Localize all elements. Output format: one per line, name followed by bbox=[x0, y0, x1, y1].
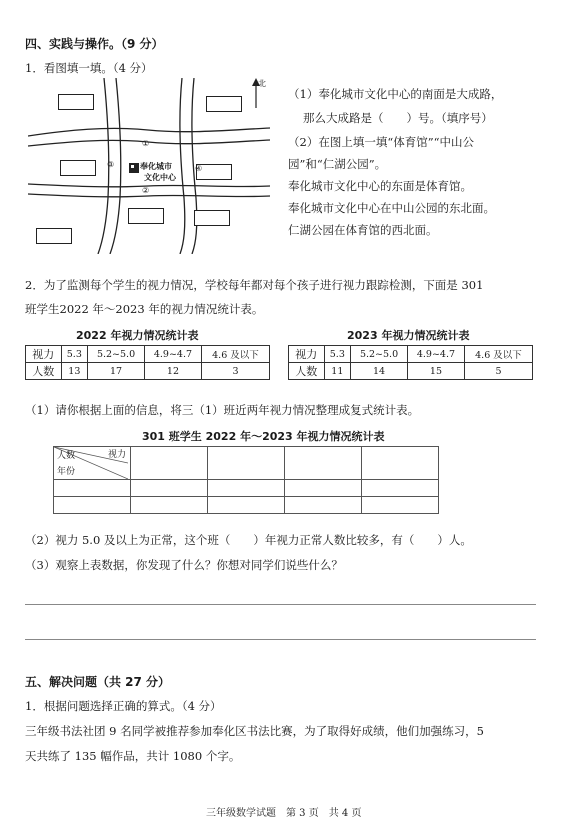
table-2023-col-4: 4.6 及以下 bbox=[464, 346, 532, 363]
compound-row2-cell-2[interactable] bbox=[208, 497, 285, 514]
table-2022-val-4: 3 bbox=[201, 363, 269, 380]
table-2022-title: 2022 年视力情况统计表 bbox=[76, 329, 199, 342]
table-2023-val-3: 15 bbox=[408, 363, 465, 380]
section5-q1-text-2: 天共练了 135 幅作品，共计 1080 个字。 bbox=[25, 749, 241, 763]
table-2023 bbox=[288, 345, 533, 380]
table-2023-val-2: 14 bbox=[351, 363, 408, 380]
q2-intro-1: 2．为了监测每个学生的视力情况，学校每年都对每个孩子进行视力跟踪检测，下面是 301 bbox=[25, 278, 484, 292]
map-box-7[interactable] bbox=[36, 228, 72, 244]
road-1-label: ① bbox=[142, 139, 150, 148]
table-2022-header-label: 视力 bbox=[26, 346, 62, 363]
map-box-6[interactable] bbox=[194, 210, 230, 226]
q2-intro-2: 班学生2022 年～2023 年的视力情况统计表。 bbox=[25, 302, 264, 316]
q1-line-4: 园”和“仁湖公园”。 bbox=[288, 157, 387, 171]
table-2022-col-2: 5.2~5.0 bbox=[88, 346, 145, 363]
compound-row1-cell-4[interactable] bbox=[362, 480, 439, 497]
diag-top-right: 视力 bbox=[107, 450, 126, 460]
section4-heading: 四、实践与操作。（9 分） bbox=[25, 37, 164, 51]
compound-row1-year[interactable] bbox=[54, 480, 131, 497]
table-2022-val-1: 13 bbox=[61, 363, 88, 380]
q2-sub1: （1）请你根据上面的信息，将三（1）班近两年视力情况整理成复式统计表。 bbox=[25, 403, 420, 417]
compound-row2-cell-3[interactable] bbox=[285, 497, 362, 514]
section5-q1-text-1: 三年级书法社团 9 名同学被推荐参加奉化区书法比赛，为了取得好成绩，他们加强练习，5 bbox=[25, 724, 484, 738]
map-box-2[interactable] bbox=[206, 96, 242, 112]
road-4-label: ④ bbox=[195, 164, 203, 173]
table-2022-col-4: 4.6 及以下 bbox=[201, 346, 269, 363]
q2-sub3: （3）观察上表数据，你发现了什么？你想对同学们说些什么？ bbox=[25, 558, 343, 572]
table-2023-val-1: 11 bbox=[324, 363, 351, 380]
answer-line-1[interactable] bbox=[25, 604, 536, 605]
map-box-3[interactable] bbox=[60, 160, 96, 176]
map-box-5[interactable] bbox=[128, 208, 164, 224]
compound-head-cell-2[interactable] bbox=[208, 447, 285, 480]
diag-bottom: 年份 bbox=[57, 467, 76, 477]
compound-row2-year[interactable] bbox=[54, 497, 131, 514]
table-2023-col-1: 5.3 bbox=[324, 346, 351, 363]
q1-line-5: 奉化城市文化中心的东面是体育馆。 bbox=[288, 179, 472, 193]
q1-line-3: （2）在图上填一填“体育馆”“中山公 bbox=[288, 135, 474, 149]
compound-row2-cell-1[interactable] bbox=[131, 497, 208, 514]
table-2023-val-4: 5 bbox=[464, 363, 532, 380]
table-2022-val-2: 17 bbox=[88, 363, 145, 380]
page-footer: 三年级数学试题 第 3 页 共 4 页 bbox=[206, 808, 362, 819]
table-2022-val-3: 12 bbox=[145, 363, 202, 380]
north-label: 北 bbox=[258, 79, 266, 88]
q1-line-7: 仁湖公园在体育馆的西北面。 bbox=[288, 223, 438, 237]
compound-table bbox=[53, 446, 439, 514]
table-2023-header-label: 视力 bbox=[289, 346, 325, 363]
center-label-2: 文化中心 bbox=[144, 173, 176, 182]
road-3-label: ③ bbox=[107, 160, 115, 169]
diag-top-left: 人数 bbox=[57, 451, 76, 461]
compound-row1-cell-2[interactable] bbox=[208, 480, 285, 497]
q1-line-2: 那么大成路是（ ）号。（填序号） bbox=[303, 111, 493, 125]
compound-row1-cell-1[interactable] bbox=[131, 480, 208, 497]
road-2-label: ② bbox=[142, 186, 150, 195]
table-2023-title: 2023 年视力情况统计表 bbox=[347, 329, 470, 342]
compound-head-cell-3[interactable] bbox=[285, 447, 362, 480]
q1-title: 1．看图填一填。（4 分） bbox=[25, 61, 153, 75]
map-figure bbox=[28, 78, 270, 254]
compound-diag-cell bbox=[54, 447, 131, 480]
table-2022 bbox=[25, 345, 270, 380]
q2-sub2: （2）视力 5.0 及以上为正常，这个班（ ）年视力正常人数比较多，有（ ）人。 bbox=[25, 533, 472, 547]
q1-line-6: 奉化城市文化中心在中山公园的东北面。 bbox=[288, 201, 495, 215]
compound-table-title: 301 班学生 2022 年～2023 年视力情况统计表 bbox=[142, 430, 385, 443]
compound-head-cell-4[interactable] bbox=[362, 447, 439, 480]
table-2023-col-2: 5.2~5.0 bbox=[351, 346, 408, 363]
center-label-1: 奉化城市 bbox=[140, 162, 172, 171]
section5-q1-title: 1．根据问题选择正确的算式。（4 分） bbox=[25, 699, 222, 713]
compound-row1-cell-3[interactable] bbox=[285, 480, 362, 497]
table-2022-col-1: 5.3 bbox=[61, 346, 88, 363]
table-2023-col-3: 4.9~4.7 bbox=[408, 346, 465, 363]
q1-line-1: （1）奉化城市文化中心的南面是大成路， bbox=[288, 87, 503, 101]
answer-line-2[interactable] bbox=[25, 639, 536, 640]
map-box-1[interactable] bbox=[58, 94, 94, 110]
table-2023-row-label: 人数 bbox=[289, 363, 325, 380]
compound-row2-cell-4[interactable] bbox=[362, 497, 439, 514]
compound-head-cell-1[interactable] bbox=[131, 447, 208, 480]
table-2022-row-label: 人数 bbox=[26, 363, 62, 380]
section5-heading: 五、解决问题（共 27 分） bbox=[25, 675, 171, 689]
table-2022-col-3: 4.9~4.7 bbox=[145, 346, 202, 363]
